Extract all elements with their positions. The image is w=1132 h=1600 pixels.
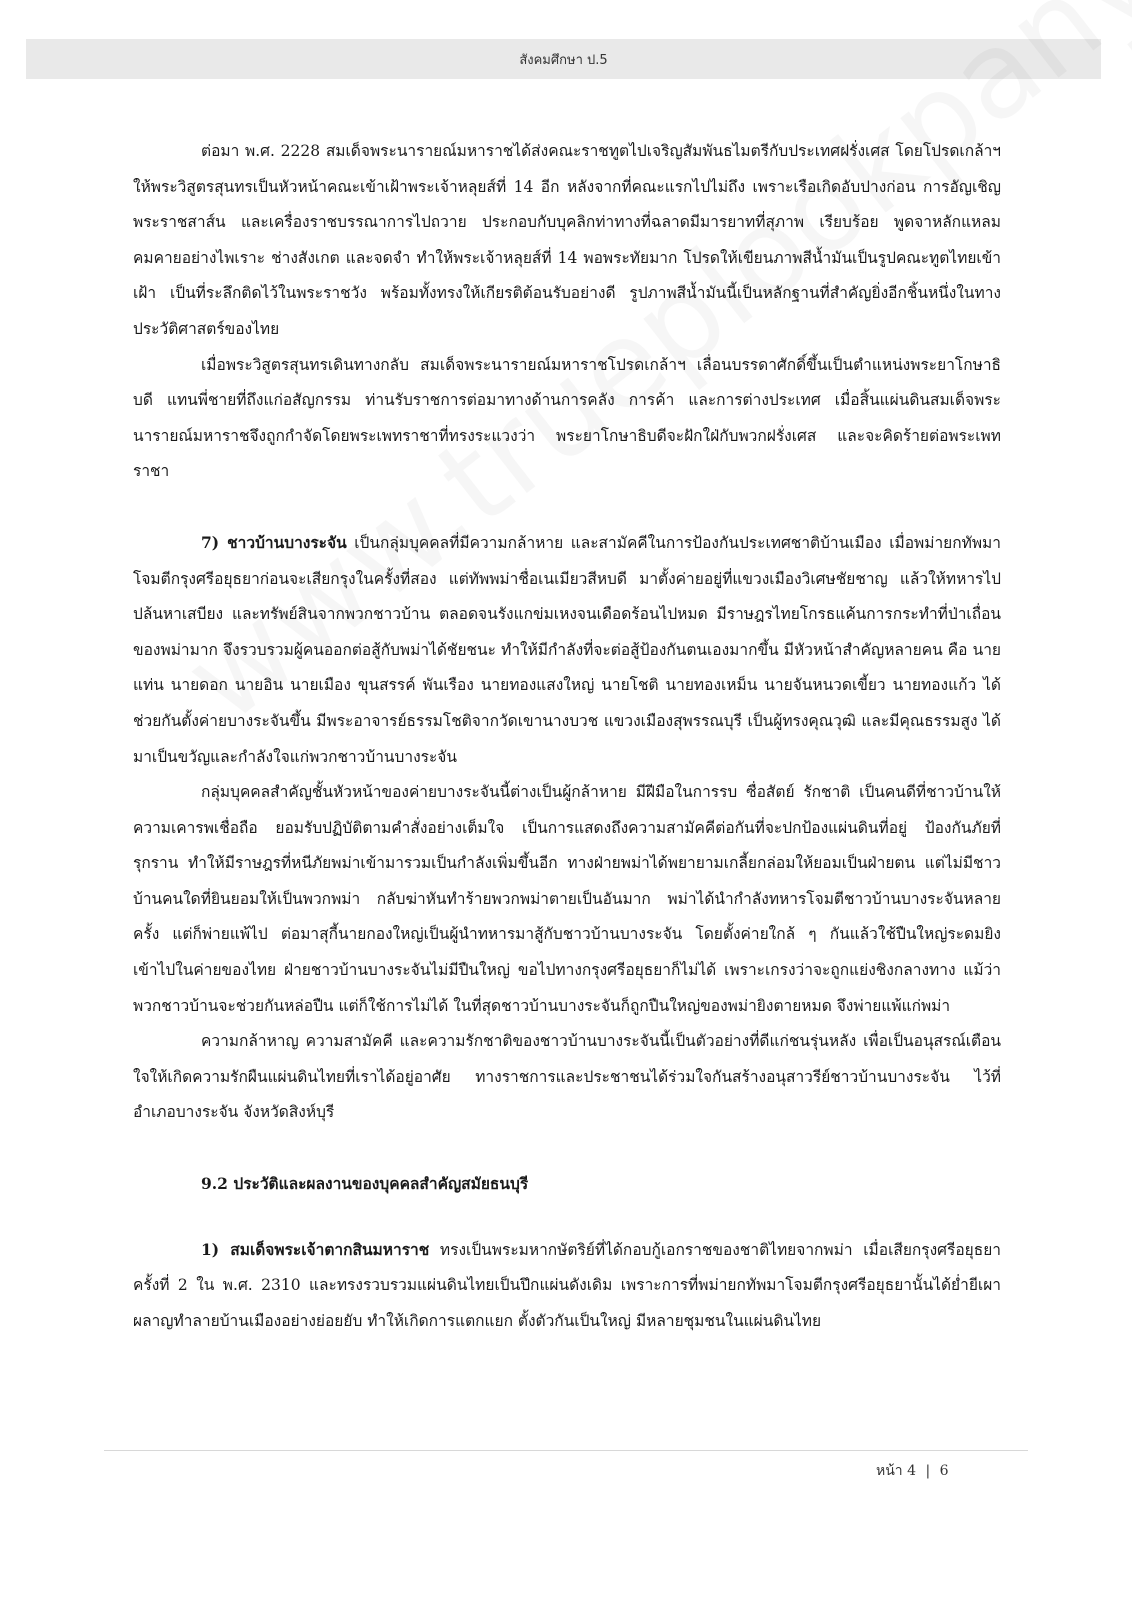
page-separator: | [925,1463,931,1479]
page-number [876,1460,949,1482]
header-title: สังคมศึกษา ป.5 [519,52,608,68]
paragraph [133,1232,1001,1340]
section-heading: 9.2 ประวัติและผลงานของบุคคลสำคัญสมัยธนบุรี [201,1174,529,1194]
paragraph [133,525,1001,775]
paragraph: ต่อมา พ.ศ. 2228 สมเด็จพระนารายณ์มหาราชได้ส่งคณะราชทูตไปเจริญสัมพันธไมตรีกับประเทศฝรั่งเศส โดยโปรดเกล้าฯ ให้พระวิสูตรสุนทรเป็นหัวหน้าคณะเข้าเฝ้าพระเจ้าหลุยส์ที่ 14 อีก หลังจากที่คณะแรกไปไม่ถึง เพราะเรือเกิดอับปางก่อน การอัญเชิญพระราชสาส์น และเครื่องราชบรรณาการไปถวาย ประกอบกับบุคลิกท่าทางที่ฉลาดมีมารยาทที่สุภาพ เรียบร้อย พูดจาหลักแหลม คมคายอย่างไพเราะ ช่างสังเกต และจดจำ ทำให้พระเจ้าหลุยส์ที่ 14 พอพระทัยมาก โปรดให้เขียนภาพสีน้ำมันเป็นรูปคณะทูตไทยเข้าเฝ้า เป็นที่ระลึกติดไว้ในพระราชวัง พร้อมทั้งทรงให้เกียรติต้อนรับอย่างดี รูปภาพสีน้ำมันนี้เป็นหลักฐานที่สำคัญยิ่งอีกชิ้นหนึ่งในทางประวัติศาสตร์ของไทย [133,142,1001,338]
paragraph: กลุ่มบุคคลสำคัญชั้นหัวหน้าของค่ายบางระจันนี้ต่างเป็นผู้กล้าหาย มีฝีมือในการรบ ซื่อสัตย์ รักชาติ เป็นคนดีที่ชาวบ้านให้ความเคารพเชื่อถือ ยอมรับปฏิบัติตามคำสั่งอย่างเต็มใจ เป็นการแสดงถึงความสามัคคีต่อกันที่จะปกป้องแผ่นดินที่อยู่ ป้องกันภัยที่รุกราน ทำให้มีราษฎรที่หนีภัยพม่าเข้ามารวมเป็นกำลังเพิ่มขึ้นอีก ทางฝ่ายพม่าได้พยายามเกลี้ยกล่อมให้ยอมเป็นฝ่ายตน แต่ไม่มีชาวบ้านคนใดที่ยินยอมให้เป็นพวกพม่า กลับฆ่าหันทำร้ายพวกพม่าตายเป็นอันมาก พม่าได้นำกำลังทหารโจมตีชาวบ้านบางระจันหลายครั้ง แต่ก็พ่ายแพ้ไป ต่อมาสุกี้นายกองใหญ่เป็นผู้นำทหารมาสู้กับชาวบ้านบางระจัน โดยตั้งค่ายใกล้ ๆ กันแล้วใช้ปืนใหญ่ระดมยิงเข้าไปในค่ายของไทย ฝ่ายชาวบ้านบางระจันไม่มีปืนใหญ่ ขอไปทางกรุงศรีอยุธยาก็ไม่ได้ เพราะเกรงว่าจะถูกแย่งชิงกลางทาง แม้ว่าพวกชาวบ้านจะช่วยกันหล่อปืน แต่ก็ใช้การไม่ได้ ในที่สุดชาวบ้านบางระจันก็ถูกปืนใหญ่ของพม่ายิงตายหมด จึงพ่ายแพ้แก่พม่า [133,783,1001,1015]
paragraph-text: ทรงเป็นพระมหากษัตริย์ที่ได้กอบกู้เอกราชของชาติไทยจากพม่า เมื่อเสียกรุงศรีอยุธยาครั้งที่ 2 ใน พ.ศ. 2310 และทรงรวบรวมแผ่นดินไทยเป็นปึกแผ่นดังเดิม เพราะการที่พม่ายกทัพมาโจมตีกรุงศรีอยุธยานั้นได้ย่ำยีเผาผลาญทำลายบ้านเมืองอย่างย่อยยับ ทำให้เกิดการแตกแยก ตั้งตัวกันเป็นใหญ่ มีหลายชุมชนในแผ่นดินไทย [133,1240,1001,1330]
paragraph-text: เป็นกลุ่มบุคคลที่มีความกล้าหาย และสามัคคีในการป้องกันประเทศชาติบ้านเมือง เมื่อพม่ายกทัพมาโจมตีกรุงศรีอยุธยาก่อนจะเสียกรุงในครั้งที่สอง แต่ทัพพม่าชื่อเนเมียวสีหบดี มาตั้งค่ายอยู่ที่แขวงเมืองวิเศษชัยชาญ แล้วให้ทหารไปปล้นหาเสบียง และทรัพย์สินจากพวกชาวบ้าน ตลอดจนรังแกข่มเหงจนเดือดร้อนไปหมด มีราษฎรไทยโกรธแค้นการกระทำที่ป่าเถื่อนของพม่ามาก จึงรวบรวมผู้คนออกต่อสู้กับพม่าได้ชัยชนะ ทำให้มีกำลังที่จะต่อสู้ป้องกันตนเองมากขึ้น มีหัวหน้าสำคัญหลายคน คือ นายแท่น นายดอก นายอิน นายเมือง ขุนสรรค์ พันเรือง นายทองแสงใหญ่ นายโชติ นายทองเหม็น นายจันหนวดเขี้ยว นายทองแก้ว ได้ช่วยกันตั้งค่ายบางระจันขึ้น มีพระอาจารย์ธรรมโชติจากวัดเขานางบวช แขวงเมืองสุพรรณบุรี เป็นผู้ทรงคุณวุฒิ และมีคุณธรรมสูง ได้มาเป็นขวัญและกำลังใจแก่พวกชาวบ้านบางระจัน [133,533,1001,766]
paragraph: เมื่อพระวิสูตรสุนทรเดินทางกลับ สมเด็จพระนารายณ์มหาราชโปรดเกล้าฯ เลื่อนบรรดาศักดิ์ขึ้นเป็นตำแหน่งพระยาโกษาธิบดี แทนพี่ชายที่ถึงแก่อสัญกรรม ท่านรับราชการต่อมาทางด้านการคลัง การค้า และการต่างประเทศ เมื่อสิ้นแผ่นดินสมเด็จพระนารายณ์มหาราชจึงถูกกำจัดโดยพระเพทราชาที่ทรงระแวงว่า พระยาโกษาธิบดีจะฝักใฝ่กับพวกฝรั่งเศส และจะคิดร้ายต่อพระเพทราชา [133,355,1001,481]
page-header [26,39,1101,79]
paragraph-spacer [133,1131,1001,1166]
paragraph-lead: 7) ชาวบ้านบางระจัน [201,532,347,552]
page-current: 4 [907,1463,917,1479]
footer-divider [104,1450,1028,1451]
page-label: หน้า [876,1463,903,1479]
paragraph-lead: 1) สมเด็จพระเจ้าตากสินมหาราช [201,1239,430,1259]
paragraph-spacer [133,1202,1001,1232]
document-body [133,134,1001,1339]
page-total: 6 [939,1463,949,1479]
paragraph: ความกล้าหาญ ความสามัคคี และความรักชาติของชาวบ้านบางระจันนี้เป็นตัวอย่างที่ดีแก่ชนรุ่นหลัง เพื่อเป็นอนุสรณ์เตือนใจให้เกิดความรักผืนแผ่นดินไทยที่เราได้อยู่อาศัย ทางราชการและประชาชนได้ร่วมใจกันสร้างอนุสาวรีย์ชาวบ้านบางระจัน ไว้ที่อำเภอบางระจัน จังหวัดสิงห์บุรี [133,1032,1001,1122]
paragraph-spacer [133,490,1001,525]
